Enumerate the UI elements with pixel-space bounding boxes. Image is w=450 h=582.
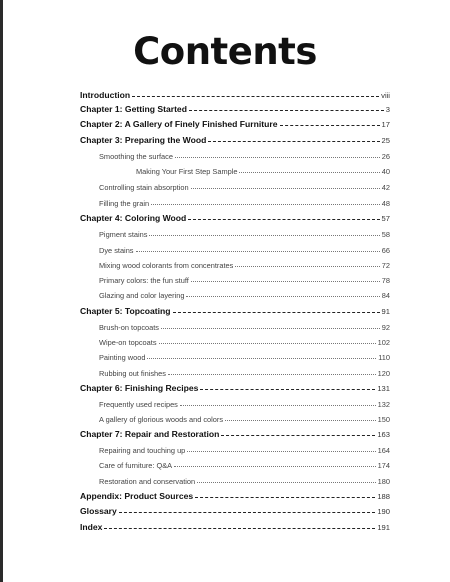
toc-page-number: 42 bbox=[381, 183, 390, 192]
toc-page-number: 110 bbox=[378, 353, 390, 362]
toc-section-entry bbox=[80, 194, 390, 208]
toc-page-number: 163 bbox=[377, 430, 390, 439]
toc-page-number: 26 bbox=[381, 152, 390, 161]
toc-section-entry bbox=[80, 318, 390, 332]
toc-dot-leader bbox=[195, 497, 375, 498]
toc-entry-label: Chapter 5: Topcoating bbox=[80, 306, 171, 316]
toc-entry-label: Dye stains bbox=[99, 246, 134, 255]
toc-page-number: 25 bbox=[381, 136, 390, 145]
toc-entry-label: Making Your First Step Sample bbox=[136, 167, 238, 176]
toc-dot-leader bbox=[161, 328, 380, 329]
toc-page-number: 48 bbox=[381, 199, 390, 208]
toc-section-entry bbox=[80, 162, 390, 176]
toc-chapter-entry bbox=[80, 502, 390, 516]
toc-page-number: 78 bbox=[381, 276, 390, 285]
toc-section-entry bbox=[80, 333, 390, 347]
toc-entry-label: Brush-on topcoats bbox=[99, 323, 159, 332]
toc-page-number: 131 bbox=[377, 384, 390, 393]
toc-dot-leader bbox=[175, 157, 380, 158]
toc-entry-label: Care of furniture: Q&A bbox=[99, 461, 173, 470]
toc-page-number: 17 bbox=[381, 120, 390, 129]
toc-dot-leader bbox=[168, 374, 376, 375]
toc-entry-label: Controlling stain absorption bbox=[99, 183, 189, 192]
toc-entry-label: Repairing and touching up bbox=[99, 446, 186, 455]
toc-dot-leader bbox=[235, 266, 379, 267]
toc-page-number: 132 bbox=[377, 400, 390, 409]
toc-page-number: viii bbox=[381, 91, 390, 100]
toc-dot-leader bbox=[174, 466, 376, 467]
toc-dot-leader bbox=[197, 482, 376, 483]
toc-entry-label: Chapter 6: Finishing Recipes bbox=[80, 383, 199, 393]
toc-section-entry bbox=[80, 178, 390, 192]
toc-entry-label: A gallery of glorious woods and colors bbox=[99, 415, 224, 424]
toc-entry-label: Chapter 1: Getting Started bbox=[80, 104, 187, 114]
toc-section-entry bbox=[80, 472, 390, 486]
toc-dot-leader bbox=[200, 389, 375, 390]
toc-page-number: 91 bbox=[381, 307, 390, 316]
toc-dot-leader bbox=[189, 110, 384, 111]
toc-entry-label: Restoration and conservation bbox=[99, 477, 196, 486]
page-title: Contents bbox=[133, 30, 317, 73]
toc-entry-label: Primary colors: the fun stuff bbox=[99, 276, 189, 285]
toc-page-number: 92 bbox=[381, 323, 390, 332]
toc-page-number: 188 bbox=[377, 492, 390, 501]
toc-section-entry bbox=[80, 410, 390, 424]
toc-entry-label: Chapter 4: Coloring Wood bbox=[80, 213, 187, 223]
toc-chapter-entry bbox=[80, 209, 390, 223]
toc-entry-label: Rubbing out finishes bbox=[99, 369, 166, 378]
toc-chapter-entry bbox=[80, 115, 390, 129]
toc-entry-label: Appendix: Product Sources bbox=[80, 491, 194, 501]
toc-section-entry bbox=[80, 225, 390, 239]
toc-entry-label: Pigment stains bbox=[99, 230, 148, 239]
toc-section-entry bbox=[80, 364, 390, 378]
toc-dot-leader bbox=[221, 435, 375, 436]
toc-entry-label: Glazing and color layering bbox=[99, 291, 185, 300]
toc-entry-label: Frequently used recipes bbox=[99, 400, 178, 409]
toc-page-number: 190 bbox=[377, 507, 390, 516]
toc-page-number: 84 bbox=[381, 291, 390, 300]
toc-page-number: 174 bbox=[377, 461, 390, 470]
toc-page-number: 180 bbox=[377, 477, 390, 486]
toc-chapter-entry bbox=[80, 86, 390, 100]
toc-chapter-entry bbox=[80, 518, 390, 532]
toc-entry-label: Filling the grain bbox=[99, 199, 150, 208]
toc-dot-leader bbox=[191, 281, 380, 282]
toc-dot-leader bbox=[173, 312, 380, 313]
toc-section-entry bbox=[80, 456, 390, 470]
toc-entry-label: Chapter 2: A Gallery of Finely Finished Furniture bbox=[80, 119, 278, 129]
toc-section-entry bbox=[80, 256, 390, 270]
toc-page-number: 102 bbox=[377, 338, 390, 347]
toc-dot-leader bbox=[132, 96, 379, 97]
toc-section-entry bbox=[80, 147, 390, 161]
toc-page-number: 66 bbox=[381, 246, 390, 255]
toc-page-number: 164 bbox=[377, 446, 390, 455]
toc-page-number: 3 bbox=[385, 105, 390, 114]
toc-page-number: 72 bbox=[381, 261, 390, 270]
toc-dot-leader bbox=[104, 528, 375, 529]
toc-entry-label: Introduction bbox=[80, 90, 131, 100]
toc-dot-leader bbox=[186, 296, 379, 297]
toc-dot-leader bbox=[149, 235, 379, 236]
toc-entry-label: Painting wood bbox=[99, 353, 146, 362]
toc-section-entry bbox=[80, 241, 390, 255]
toc-entry-label: Glossary bbox=[80, 506, 117, 516]
toc-dot-leader bbox=[151, 204, 380, 205]
toc-dot-leader bbox=[208, 141, 379, 142]
toc-chapter-entry bbox=[80, 302, 390, 316]
toc-section-entry bbox=[80, 441, 390, 455]
toc-chapter-entry bbox=[80, 487, 390, 501]
toc-chapter-entry bbox=[80, 100, 390, 114]
toc-dot-leader bbox=[280, 125, 380, 126]
toc-dot-leader bbox=[225, 420, 376, 421]
toc-page-number: 57 bbox=[381, 214, 390, 223]
toc-dot-leader bbox=[136, 251, 380, 252]
toc-dot-leader bbox=[147, 358, 376, 359]
toc-chapter-entry bbox=[80, 425, 390, 439]
toc-chapter-entry bbox=[80, 379, 390, 393]
toc-dot-leader bbox=[187, 451, 375, 452]
toc-entry-label: Index bbox=[80, 522, 103, 532]
toc-page-number: 191 bbox=[377, 523, 390, 532]
page-edge-rule bbox=[0, 0, 3, 582]
toc-dot-leader bbox=[239, 172, 379, 173]
toc-entry-label: Chapter 7: Repair and Restoration bbox=[80, 429, 220, 439]
toc-dot-leader bbox=[191, 188, 380, 189]
toc-page-number: 40 bbox=[381, 167, 390, 176]
toc-entry-label: Mixing wood colorants from concentrates bbox=[99, 261, 234, 270]
toc-page-number: 120 bbox=[377, 369, 390, 378]
toc-dot-leader bbox=[180, 405, 376, 406]
toc-dot-leader bbox=[159, 343, 376, 344]
toc-section-entry bbox=[80, 395, 390, 409]
toc-dot-leader bbox=[119, 512, 376, 513]
toc-entry-label: Smoothing the surface bbox=[99, 152, 173, 161]
toc-entry-label: Wipe-on topcoats bbox=[99, 338, 157, 347]
toc-section-entry bbox=[80, 271, 390, 285]
toc-section-entry bbox=[80, 286, 390, 300]
toc-section-entry bbox=[80, 348, 390, 362]
toc-page-number: 58 bbox=[381, 230, 390, 239]
toc-chapter-entry bbox=[80, 131, 390, 145]
toc-dot-leader bbox=[188, 219, 379, 220]
toc-page-number: 150 bbox=[377, 415, 390, 424]
toc-entry-label: Chapter 3: Preparing the Wood bbox=[80, 135, 207, 145]
